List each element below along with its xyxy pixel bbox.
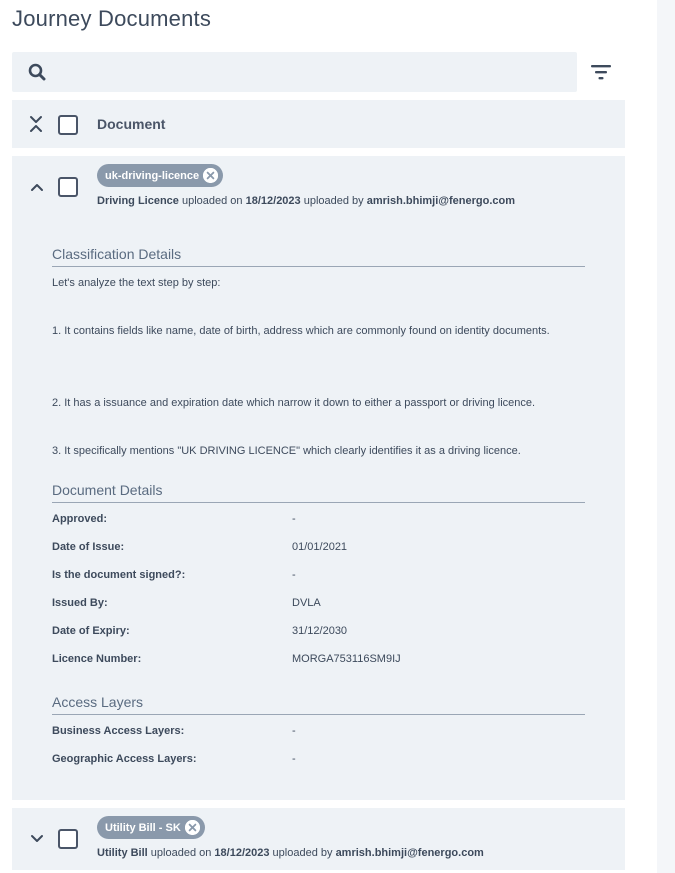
document-type: Driving Licence	[97, 195, 179, 207]
field-label: Date of Issue:	[52, 541, 125, 553]
field-label: Is the document signed?:	[52, 569, 186, 581]
document-tag-label: Utility Bill - SK	[105, 821, 181, 834]
document-tag-label: uk-driving-licence	[105, 169, 200, 182]
uploaded-by-text: uploaded by	[272, 847, 333, 859]
field-label: Date of Expiry:	[52, 625, 130, 637]
document-checkbox[interactable]	[58, 829, 78, 849]
document-tag-chip	[97, 816, 205, 839]
chevron-down-icon[interactable]	[30, 834, 44, 844]
field-value: 31/12/2030	[292, 625, 348, 637]
uploader-email: amrish.bhimji@fenergo.com	[335, 847, 484, 859]
classification-paragraph: 3. It specifically mentions "UK DRIVING LICENCE" which clearly identifies it as a driving licence.	[52, 445, 521, 457]
field-label: Licence Number:	[52, 653, 142, 665]
upload-date: 18/12/2023	[245, 195, 301, 207]
field-value: -	[292, 725, 296, 737]
uploaded-on-text: uploaded on	[181, 195, 243, 207]
field-value: MORGA753116SM9IJ	[292, 653, 401, 665]
uploaded-by-text: uploaded by	[303, 195, 364, 207]
field-value: DVLA	[292, 597, 321, 609]
right-gutter	[657, 0, 675, 873]
chevron-up-icon[interactable]	[30, 182, 44, 192]
close-circle-icon[interactable]	[185, 820, 200, 835]
uploaded-on-text: uploaded on	[150, 847, 212, 859]
collapse-all-icon[interactable]	[29, 115, 43, 133]
search-input[interactable]	[56, 60, 560, 86]
document-type: Utility Bill	[97, 847, 148, 859]
filter-icon[interactable]	[590, 63, 612, 81]
access-layers-title: Access Layers	[52, 694, 585, 715]
field-label: Business Access Layers:	[52, 725, 185, 737]
search-bar[interactable]	[12, 52, 577, 92]
uploader-email: amrish.bhimji@fenergo.com	[366, 195, 516, 207]
field-label: Approved:	[52, 513, 107, 525]
classification-paragraph: 2. It has a issuance and expiration date which narrow it down to either a passport or driving licence.	[52, 397, 536, 409]
document-details-title: Document Details	[52, 482, 585, 503]
page-title: Journey Documents	[12, 6, 212, 31]
document-card-uk-driving-licence	[12, 156, 625, 800]
close-circle-icon[interactable]	[203, 168, 218, 183]
search-icon	[28, 63, 46, 81]
field-value: -	[292, 569, 296, 581]
select-all-checkbox[interactable]	[58, 115, 78, 135]
field-value: 01/01/2021	[292, 541, 348, 553]
classification-details-title: Classification Details	[52, 246, 585, 267]
upload-date: 18/12/2023	[214, 847, 270, 859]
field-label: Issued By:	[52, 597, 108, 609]
classification-paragraph: Let's analyze the text step by step:	[52, 277, 221, 289]
document-meta	[97, 847, 484, 859]
field-value: -	[292, 513, 296, 525]
document-column-header: Document	[97, 116, 166, 132]
document-checkbox[interactable]	[58, 177, 78, 197]
field-value: -	[292, 753, 296, 765]
field-label: Geographic Access Layers:	[52, 753, 197, 765]
document-tag-chip	[97, 164, 223, 187]
document-meta	[97, 195, 515, 207]
document-card-utility-bill[interactable]	[12, 808, 625, 870]
classification-paragraph: 1. It contains fields like name, date of birth, address which are commonly found on identity documents.	[52, 325, 550, 337]
table-header	[12, 100, 625, 148]
